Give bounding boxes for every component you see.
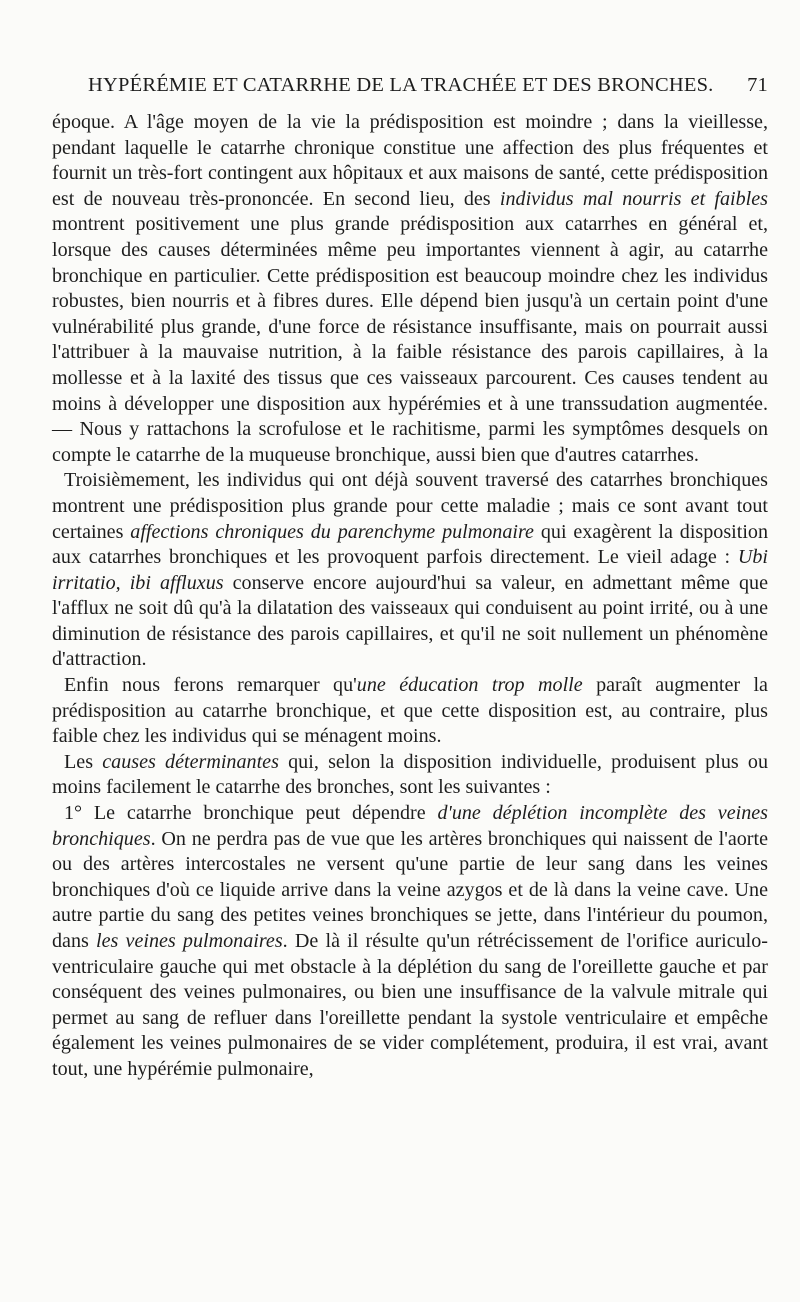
italic-span: causes déterminantes: [102, 750, 279, 773]
italic-span: individus mal nourris et faibles: [499, 187, 768, 210]
italic-span: Ubi irritatio, ibi affluxus: [52, 546, 768, 594]
text-span: Enfin nous ferons remarquer qu': [64, 674, 357, 697]
paragraph-5: [52, 801, 768, 1083]
text-span: époque. A l'âge moyen de la vie la prédisposition est moindre ; dans la vieillesse, pendant laquelle le catarrhe chronique constitue une affection des plus fréquentes et fournit un très-fort contingent aux hôpitaux et aux maisons de santé, cette prédisposition est de nouveau très-prononcée. En second lieu, des: [52, 111, 768, 210]
text-span: qui exagèrent la disposition aux catarrhes bronchiques et les provoquent parfois directement. Le vieil adage :: [52, 520, 768, 569]
italic-span: affections chroniques du parenchyme pulmonaire: [130, 520, 534, 543]
italic-span: les veines pulmonaires: [96, 930, 283, 952]
paragraph-3: [52, 673, 768, 750]
text-span: paraît augmenter la prédisposition au catarrhe bronchique, et que cette disposition est, au contraire, plus faible chez les individus qui se ménagent moins.: [52, 674, 768, 748]
text-span: montrent positivement une plus grande prédisposition aux catarrhes en général et, lorsque des causes déterminées même peu importantes viennent à agir, au catarrhe bronchique en particulier. Cette prédisposition est beaucoup moindre chez les individus robustes, bien nourris et à fibres dures. Elle dépend bien jusqu'à un certain point d'une vulnérabilité plus grande, d'une force de résistance insuffisante, mais on pourrait aussi l'attribuer à la mauvaise nutrition, à la faible résistance des parois capillaires, à la mollesse et à la laxité des tissus que ces vaisseaux parcourent. Ces causes tendent au moins à développer une disposition aux hypérémies et à une transsudation augmentée. — Nous y rattachons la scrofulose et le rachitisme, parmi les symptômes desquels on compte le catarrhe de la muqueuse bronchique, aussi bien que d'autres catarrhes.: [52, 213, 768, 466]
body-text: [52, 110, 768, 1083]
text-span: . De là il résulte qu'un rétrécissement de l'orifice auriculo-ventriculaire gauche qui met obstacle à la déplétion du sang de l'oreillette gauche et par conséquent des veines pulmonaires, ou bien une insuffisance de la valvule mitrale qui permet au sang de refluer dans l'oreillette pendant la systole ventriculaire et empêche également les veines pulmonaires de se vider complétement, produira, il est vrai, avant tout, une hypérémie pulmonaire,: [52, 930, 768, 1080]
page-number: 71: [747, 74, 768, 96]
paragraph-4: [52, 750, 768, 801]
italic-span: une éducation trop molle: [356, 674, 583, 697]
text-span: Troisièmement, les individus qui ont déjà souvent traversé des catarrhes bronchiques montrent une prédisposition plus grande pour cette maladie ; mais ce sont avant tout certaines: [52, 469, 768, 543]
running-head: [52, 74, 768, 100]
running-title: HYPÉRÉMIE ET CATARRHE DE LA TRACHÉE ET DES BRONCHES.: [88, 74, 714, 96]
paragraph-1: [52, 110, 768, 468]
paragraph-2: [52, 468, 768, 673]
text-span: 1° Le catarrhe bronchique peut dépendre: [64, 802, 438, 825]
text-span: Les: [64, 750, 103, 773]
text-span: qui, selon la disposition individuelle, produisent plus ou moins facilement le catarrhe des bronches, sont les suivantes :: [52, 750, 769, 799]
text-span: . On ne perdra pas de vue que les artères bronchiques qui naissent de l'aorte ou des artères intercostales ne versent qu'une partie de leur sang dans les veines bronchiques d'où ce liquide arrive dans la veine azygos et de là dans la veine cave. Une autre partie du sang des petites veines bronchiques se jette, dans l'intérieur du poumon, dans: [52, 827, 768, 952]
text-span: conserve encore aujourd'hui sa valeur, en admettant même que l'afflux ne soit dû qu'à la dilatation des vaisseaux qui conduisent au point irrité, ou à une diminution de résistance des parois capillaires, et qu'il ne soit nullement un phénomène d'attraction.: [52, 571, 768, 671]
italic-span: d'une déplétion incomplète des veines bronchiques: [52, 802, 768, 850]
